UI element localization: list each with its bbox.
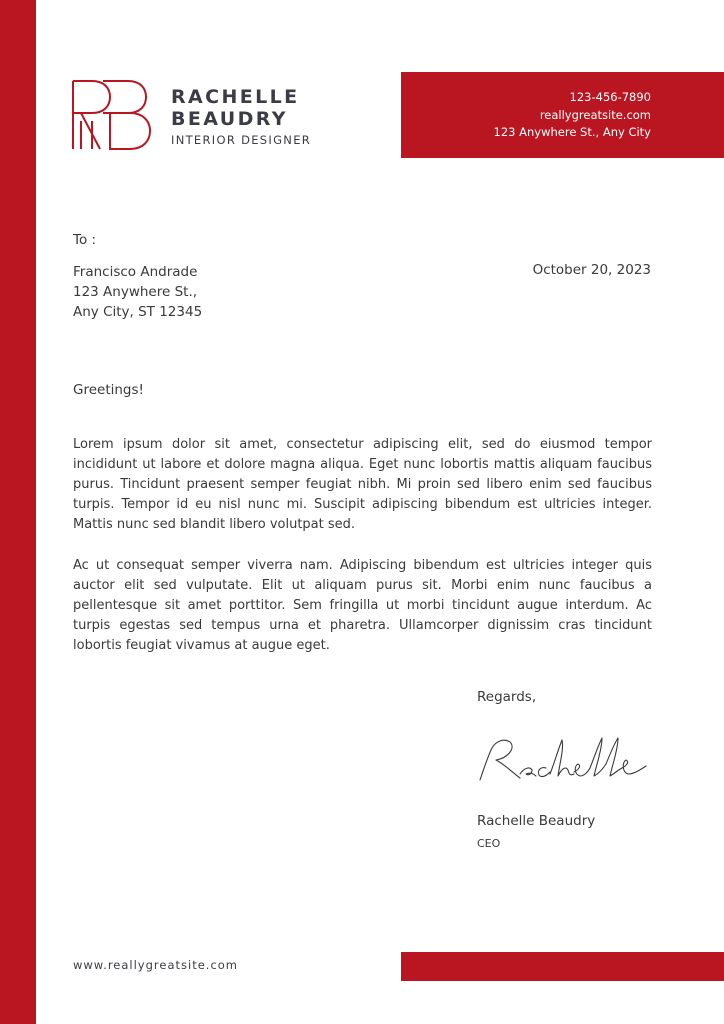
name-last: BEAUDRY bbox=[171, 108, 288, 130]
name-first: RACHELLE bbox=[171, 86, 300, 108]
footer-website: www.reallygreatsite.com bbox=[73, 958, 239, 972]
recipient-street: 123 Anywhere St., bbox=[73, 284, 198, 300]
contact-box bbox=[401, 72, 724, 158]
left-accent-bar bbox=[0, 0, 36, 1024]
contact-phone: 123-456-7890 bbox=[569, 90, 651, 104]
body-paragraph-1: Lorem ipsum dolor sit amet, consectetur adipiscing elit, sed do eiusmod tempor incididunt ut labore et dolore magna aliqua. Eget nunc lobortis mattis aliquam faucibus purus. Tincidunt praesent semper feugiat nibh. Mi proin sed libero enim sed faucibus turpis. Tempor id eu nisl nunc mi. Suscipit adipiscing bibendum est ultricies integer. Mattis nunc sed blandit libero volutpat sed. bbox=[73, 437, 652, 532]
closing: Regards, bbox=[477, 689, 537, 705]
recipient-name: Francisco Andrade bbox=[73, 264, 198, 280]
handwritten-signature bbox=[474, 728, 652, 788]
contact-website: reallygreatsite.com bbox=[539, 107, 651, 122]
contact-address: 123 Anywhere St., Any City bbox=[493, 125, 651, 139]
body-paragraph-2: Ac ut consequat semper viverra nam. Adipiscing bibendum est ultricies integer quis auctor elit sed vulputate. Elit ut aliquam purus sit. Morbi enim nunc faucibus a pellentesque sit amet porttitor. Sem fringilla ut morbi tincidunt augue interdum. Ac turpis egestas sed tempus urna et pharetra. Ullamcorper dignissim cras tincidunt lobortis feugiat vivamus at augue eget. bbox=[73, 558, 652, 653]
rb-monogram-logo-icon bbox=[70, 78, 152, 152]
signer-name: Rachelle Beaudry bbox=[477, 813, 596, 829]
letter-date: October 20, 2023 bbox=[532, 262, 651, 278]
greeting: Greetings! bbox=[73, 382, 144, 398]
name-block bbox=[171, 86, 311, 147]
signer-role: CEO bbox=[477, 837, 501, 850]
footer-accent-bar bbox=[401, 952, 724, 981]
to-label: To : bbox=[73, 232, 97, 248]
recipient-block bbox=[73, 262, 202, 322]
recipient-city: Any City, ST 12345 bbox=[73, 304, 203, 320]
job-title: INTERIOR DESIGNER bbox=[171, 133, 312, 147]
